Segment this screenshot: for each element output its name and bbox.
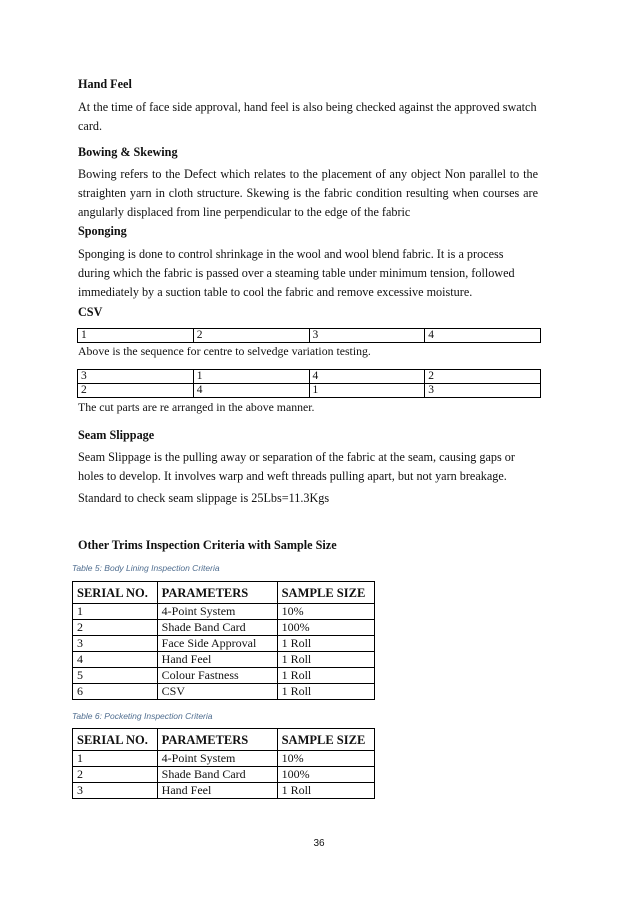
- table-row: [78, 384, 541, 398]
- paragraph-bowing-skewing: Bowing refers to the Defect which relates to the placement of any object Non parallel to the straighten yarn in cloth structure. Skewing is the fabric condition resulting when courses are angularly displaced from line perpendicular to the edge of the fabric: [78, 167, 538, 219]
- table-row: [73, 767, 375, 783]
- table-cell: 1 Roll: [277, 636, 374, 652]
- paragraph-hand-feel: At the time of face side approval, hand feel is also being checked against the approved swatch card.: [78, 100, 537, 133]
- table-row: [73, 620, 375, 636]
- table-cell: 4-Point System: [157, 751, 277, 767]
- column-header-sample-size: SAMPLE SIZE: [277, 729, 374, 751]
- table-cell: Face Side Approval: [157, 636, 277, 652]
- table-cell: 4: [425, 329, 541, 343]
- table-cell: 1: [78, 329, 194, 343]
- heading-hand-feel: Hand Feel: [78, 77, 132, 91]
- table-cell: 1: [193, 370, 309, 384]
- table-cell: 3: [309, 329, 425, 343]
- table-cell: 1 Roll: [277, 668, 374, 684]
- table-cell: Shade Band Card: [157, 620, 277, 636]
- column-header-serial: SERIAL NO.: [73, 729, 158, 751]
- table-cell: 4-Point System: [157, 604, 277, 620]
- table-cell: 1 Roll: [277, 684, 374, 700]
- column-header-parameters: PARAMETERS: [157, 729, 277, 751]
- table-row: [73, 604, 375, 620]
- table-cell: 10%: [277, 751, 374, 767]
- table-cell: 5: [73, 668, 158, 684]
- table-cell: 10%: [277, 604, 374, 620]
- table-cell: Shade Band Card: [157, 767, 277, 783]
- table-row: [73, 751, 375, 767]
- heading-sponging: Sponging: [78, 224, 127, 238]
- table-cell: Hand Feel: [157, 652, 277, 668]
- column-header-serial: SERIAL NO.: [73, 582, 158, 604]
- heading-seam-slippage: Seam Slippage: [78, 428, 155, 442]
- table-row: [73, 668, 375, 684]
- table-cell: 100%: [277, 620, 374, 636]
- table-row: [78, 329, 541, 343]
- pocketing-table: [72, 728, 375, 799]
- table-cell: 4: [309, 370, 425, 384]
- table-cell: 4: [193, 384, 309, 398]
- table-cell: 3: [425, 384, 541, 398]
- table-cell: CSV: [157, 684, 277, 700]
- csv-arrangement-table: [77, 369, 541, 398]
- body-lining-table: [72, 581, 375, 700]
- table-cell: 1: [73, 604, 158, 620]
- table-row: [73, 783, 375, 799]
- heading-csv: CSV: [78, 305, 103, 319]
- paragraph-sponging: Sponging is done to control shrinkage in the wool and wool blend fabric. It is a process during which the fabric is passed over a steaming table under minimum tension, followed immediately by a suction table to cool the fabric and remove excessive moisture.: [78, 247, 515, 299]
- paragraph-seam-slippage: Seam Slippage is the pulling away or separation of the fabric at the seam, causing gaps or holes to develop. It involves warp and weft threads pulling apart, but not yarn breakage.: [78, 450, 515, 483]
- table-row: [73, 684, 375, 700]
- table-cell: Hand Feel: [157, 783, 277, 799]
- page-number: 36: [313, 838, 325, 849]
- table-cell: 2: [425, 370, 541, 384]
- table-cell: 1 Roll: [277, 783, 374, 799]
- table-cell: 2: [78, 384, 194, 398]
- heading-other-trims: Other Trims Inspection Criteria with Sample Size: [78, 538, 337, 552]
- table-cell: 1: [73, 751, 158, 767]
- csv-sequence-table: [77, 328, 541, 343]
- paragraph-seam-standard: Standard to check seam slippage is 25Lbs=11.3Kgs: [78, 491, 330, 505]
- table-6-caption: Table 6: Pocketing Inspection Criteria: [72, 711, 213, 721]
- table-cell: 1 Roll: [277, 652, 374, 668]
- table-cell: 3: [78, 370, 194, 384]
- table-row: [73, 636, 375, 652]
- table-5-caption: Table 5: Body Lining Inspection Criteria: [72, 563, 220, 573]
- table-cell: 3: [73, 636, 158, 652]
- table-row: [73, 652, 375, 668]
- table-row: [78, 370, 541, 384]
- table-cell: 2: [73, 620, 158, 636]
- table-header-row: [73, 729, 375, 751]
- csv-note-arrangement: The cut parts are re arranged in the above manner.: [78, 400, 315, 414]
- column-header-parameters: PARAMETERS: [157, 582, 277, 604]
- heading-bowing-skewing: Bowing & Skewing: [78, 145, 178, 159]
- table-cell: 6: [73, 684, 158, 700]
- column-header-sample-size: SAMPLE SIZE: [277, 582, 374, 604]
- csv-note-sequence: Above is the sequence for centre to selvedge variation testing.: [78, 344, 371, 358]
- table-cell: 3: [73, 783, 158, 799]
- table-cell: 2: [73, 767, 158, 783]
- table-header-row: [73, 582, 375, 604]
- table-cell: 100%: [277, 767, 374, 783]
- table-cell: 4: [73, 652, 158, 668]
- table-cell: 1: [309, 384, 425, 398]
- table-cell: Colour Fastness: [157, 668, 277, 684]
- table-cell: 2: [193, 329, 309, 343]
